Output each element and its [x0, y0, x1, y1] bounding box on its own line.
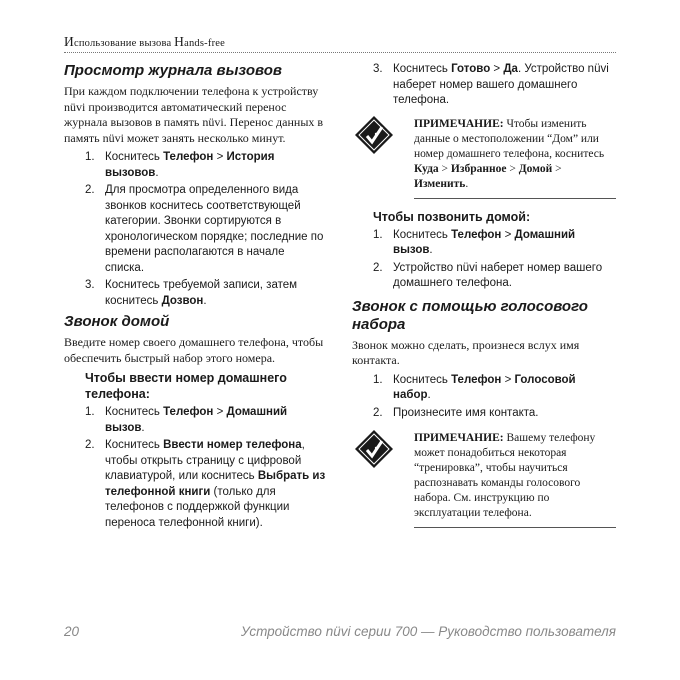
list-item: 2. Устройство nüvi наберет номер вашего домашнего телефона. [373, 261, 603, 289]
subsection-title-enter-home-number: Чтобы ввести номер домашнего телефона: [85, 371, 287, 401]
list-item: 1. Коснитесь Телефон > Домашний вызов. [373, 228, 576, 256]
list-item: 1. Коснитесь Телефон > История вызовов. [85, 151, 275, 179]
section-title-voice-dial: Звонок с помощью голосового набора [352, 297, 588, 333]
note-text: ПРИМЕЧАНИЕ: Чтобы изменить данные о местоположении “Дом” или номер домашнего телефона, коснитесь Куда > Избранное > Домой > Изменить. [414, 117, 605, 190]
list-item: 3. Коснитесь требуемой записи, затем коснитесь Дозвон. [85, 279, 298, 307]
footer-title: Устройство nüvi серии 700 — Руководство пользователя [240, 624, 616, 639]
section-title-call-home: Звонок домой [64, 313, 170, 330]
running-header: Использование вызова Hands-free [64, 34, 225, 49]
voice-dial-intro: Звонок можно сделать, произнеся вслух имя контакта. [352, 337, 580, 367]
note-change-home [352, 117, 616, 192]
call-log-intro: При каждом подключении телефона к устройству nüvi производится автоматический перенос журнала вызовов в память nüvi. Перенос данных в память nüvi может занять несколько минут. [64, 84, 324, 145]
list-item: 2. Произнесите имя контакта. [373, 406, 539, 419]
enter-home-steps-continued [352, 62, 616, 109]
list-item: 3. Коснитесь Готово > Да. Устройство nüvi наберет номер вашего домашнего телефона. [373, 63, 609, 106]
left-column [64, 62, 326, 535]
section-title-call-log: Просмотр журнала вызовов [64, 62, 282, 79]
right-column [352, 62, 616, 528]
note-compass-icon [354, 115, 394, 155]
call-home-intro: Введите номер своего домашнего телефона, чтобы обеспечить быстрый набор этого номера. [64, 335, 324, 365]
list-item: 2. Для просмотра определенного вида звонков коснитесь соответствующей категории. Звонки сортируются в хронологическом порядке; последние по времени располагаются в начале списка. [85, 184, 324, 274]
voice-dial-steps [352, 373, 616, 422]
enter-home-steps [64, 405, 326, 531]
note-rule [414, 527, 616, 528]
note-rule [414, 198, 616, 199]
list-item: 1. Коснитесь Телефон > Голосовой набор. [373, 373, 576, 401]
page-number: 20 [64, 624, 80, 639]
note-compass-icon [354, 429, 394, 469]
note-text: ПРИМЕЧАНИЕ: Вашему телефону может понадобиться некоторая “тренировка”, чтобы научиться распознавать команды голосового набора. См. инструкцию по эксплуатации телефона. [414, 432, 596, 519]
list-item: 1. Коснитесь Телефон > Домашний вызов. [85, 406, 288, 434]
call-home-steps [352, 228, 616, 292]
subsection-title-call-home: Чтобы позвонить домой: [373, 209, 531, 224]
call-log-steps [64, 150, 326, 309]
list-item: 2. Коснитесь Ввести номер телефона, чтобы открыть страницу с цифровой клавиатурой, или коснитесь Выбрать из телефонной книги (только для телефонов с поддержкой функции переноса телефонной книги). [85, 439, 326, 529]
header-rule [64, 52, 616, 53]
note-voice-training [352, 431, 616, 521]
